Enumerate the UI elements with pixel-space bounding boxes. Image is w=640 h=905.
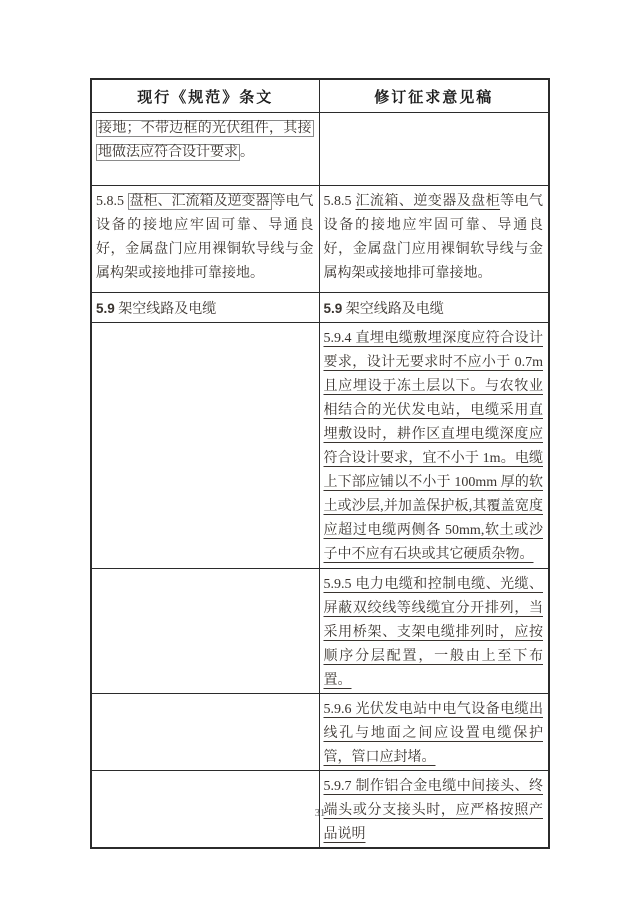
text-segment: 5.9: [96, 301, 115, 316]
table-cell-right: [319, 569, 549, 694]
table-cell-left: [91, 694, 319, 771]
table-cell-left: [91, 113, 319, 186]
text-segment: 5.9.4 直埋电缆敷埋深度应符合设计要求，设计无要求时不应小于 0.7m 且应埋设于冻土层以下。与农牧业相结合的光伏发电站，电缆采用直埋敷设时，耕作区直埋电缆深度应符合设计要求，宜不小于 1m。电缆上下部应铺以不小于 100mm 厚的软土或沙层,并加盖保护板,其覆盖宽度应超过电缆两侧各 50mm,软土或沙子中不应有石块或其它硬质杂物。: [323, 331, 543, 562]
text-segment: 5.8.5: [323, 194, 356, 209]
table-row: [91, 694, 549, 771]
table-body: [91, 113, 549, 849]
table-row: [91, 569, 549, 694]
text-segment: 架空线路及电缆: [342, 302, 444, 317]
text-segment: 。: [240, 145, 254, 160]
text-segment: 接地；不带边框的光伏组件，其接地做法应符合设计要求: [98, 121, 312, 160]
text-segment: 盘柜、汇流箱及逆变器: [129, 194, 270, 209]
table-cell-right: [319, 694, 549, 771]
comparison-table: [90, 78, 550, 849]
text-segment: 5.9.6 光伏发电站中电气设备电缆出线孔与地面之间应设置电缆保护管，管口应封堵。: [323, 702, 543, 765]
column-header-current-spec: 现行《规范》条文: [91, 79, 319, 113]
page-number: 31: [314, 808, 326, 819]
table-header-row: [91, 79, 549, 113]
column-header-revised-draft: 修订征求意见稿: [319, 79, 549, 113]
table-cell-left: [91, 323, 319, 569]
text-segment: 等电气设备的接地应牢固可靠、导通良好，金属盘门应用裸铜软导线与金属构架或接地排可靠接地。: [323, 194, 544, 281]
table-row: [91, 186, 549, 293]
text-segment: 架空线路及电缆: [114, 302, 217, 317]
text-segment: 5.9.5 电力电缆和控制电缆、光缆、屏蔽双绞线等线缆宜分开排列，当采用桥架、支架电缆排列时，应按顺序分层配置，一般由上至下布置。: [323, 577, 543, 688]
table-row: [91, 293, 549, 323]
table-cell-left: [91, 293, 319, 323]
text-segment: 5.9.7 制作铝合金电缆中间接头、终端头或分支接头时，应严格按照产品说明: [323, 779, 543, 842]
table-cell-right: [319, 113, 549, 186]
text-segment: 5.8.5: [96, 194, 128, 209]
table-cell-right: [319, 293, 549, 323]
table-cell-right: [319, 323, 549, 569]
table-cell-left: [91, 569, 319, 694]
table-row: [91, 113, 549, 186]
text-segment: 等电气设备的接地应牢固可靠、导通良好，金属盘门应用裸铜软导线与金属构架或接地排可靠接地。: [96, 194, 314, 281]
text-segment: 5.9: [323, 301, 343, 316]
table-cell-left: [91, 186, 319, 293]
table-row: [91, 323, 549, 569]
text-segment: 汇流箱、逆变器及盘柜: [355, 194, 501, 209]
table-cell-right: [319, 186, 549, 293]
